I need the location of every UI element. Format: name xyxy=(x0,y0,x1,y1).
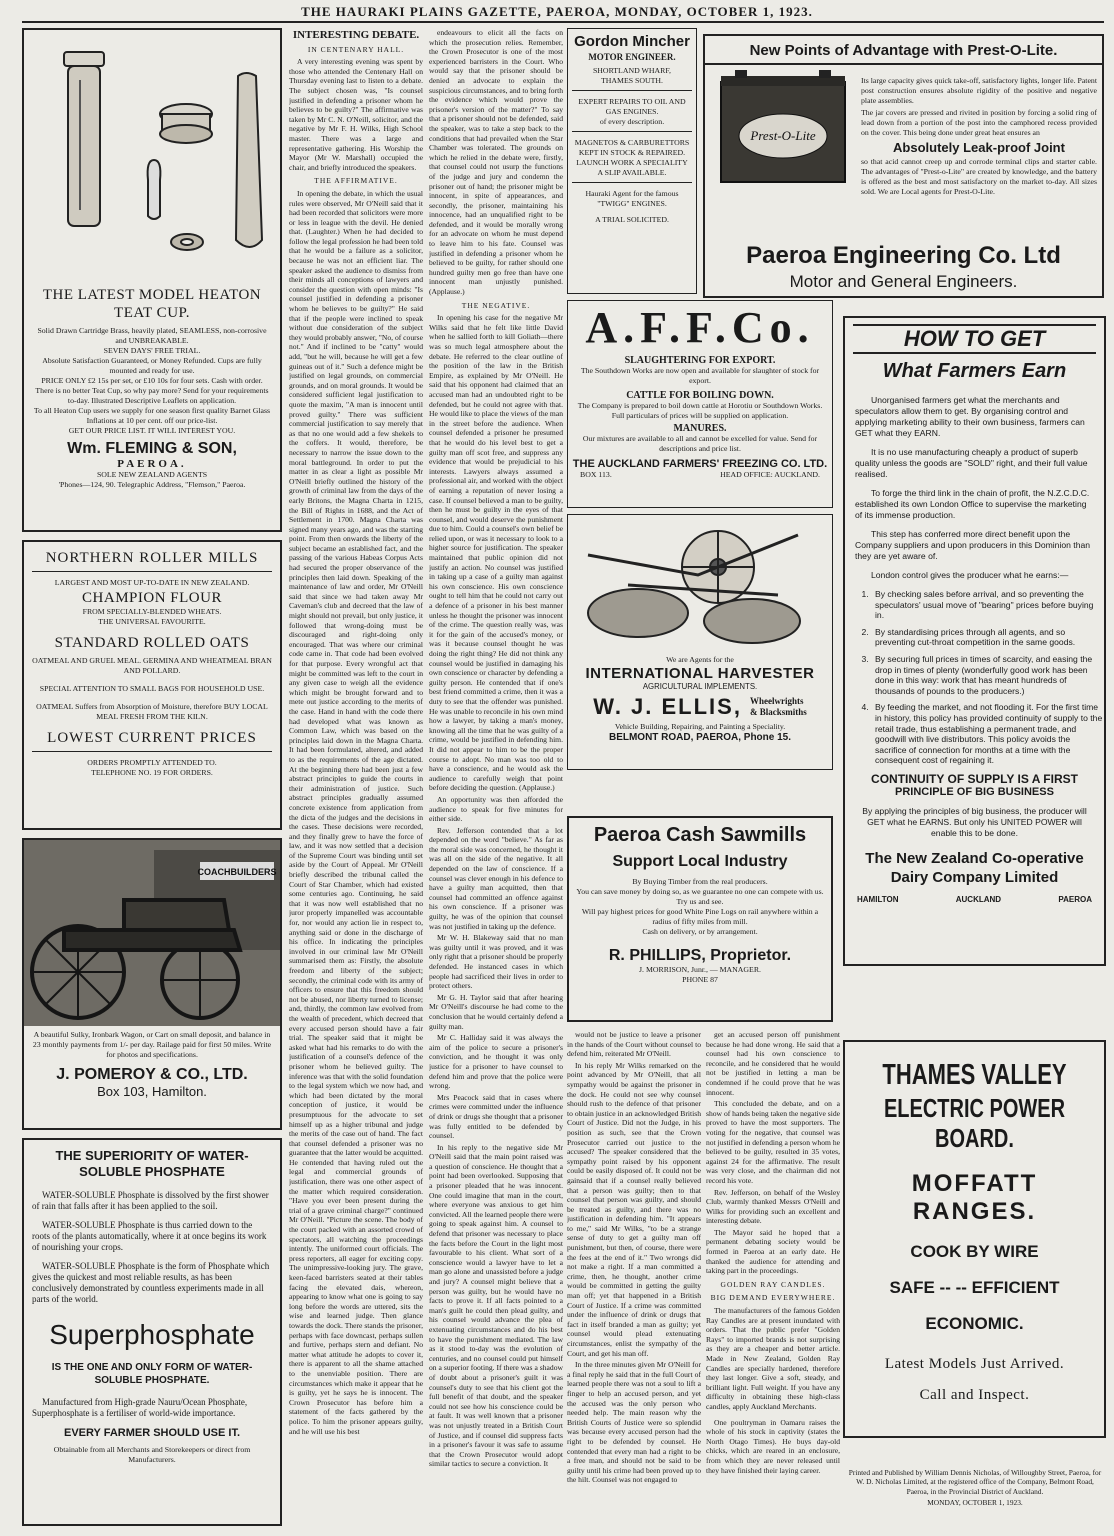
cook-by-wire: COOK BY WIRE xyxy=(910,1242,1039,1261)
howto-list-item: 1. By checking sales before arrival, and so preventing the speculators' usual move of "bearing" prices before buying in. xyxy=(871,589,1104,621)
howto-subtitle: What Farmers Earn xyxy=(882,360,1067,382)
roller-line: THE UNIVERSAL FAVOURITE. xyxy=(98,617,206,626)
mincher-launch: LAUNCH WORK A SPECIALITY xyxy=(576,158,688,167)
thames-title: THAMES VALLEY xyxy=(882,1058,1067,1091)
heaton-town: PAEROA. xyxy=(117,458,187,470)
heaton-line: There is no better Teat Cup, so why pay more? Send for your requirements to-day. Illustrated Descriptive Leaflets on application. xyxy=(35,386,269,405)
mincher-address: SHORTLAND WHARF, xyxy=(592,66,672,75)
heaton-line: Solid Drawn Cartridge Brass, heavily plated, SEAMLESS, non-corrosive and UNBREAKABLE. xyxy=(37,326,267,345)
pomeroy-firm: J. POMEROY & CO., LTD. xyxy=(56,1066,248,1083)
sawmills-subtitle: Support Local Industry xyxy=(612,853,788,870)
article-paragraph: In his reply to the negative side Mr O'Neill said that the main point raised was a question of conscience. He thought that a point had been overlooked. Supposing that a prisoner pleaded that he was innocent. One could imagine that man in the court, where everyone was anxious to get him convicted. All the learned people there were going to speak against him. A counsel to defend that prisoner was necessary to place the facts before the Court in the light most favourable to his client. What sort of a conscience would a lawyer have to let a man go alone and unassisted before a judge and jury? A counsel might believe that a person was guilty, but he would have no facts to prove it. If all facts pointed to a man's guilt he could then plead guilty, and his counsel would advance the plea of extenuating circumstances and do his best to have the punishment mediated. The law as it stood to-day was the evolution of centuries, and no counsel could put himself on a superior footing. If there was a shadow of doubt about a prisoner's guilt it was counsel's duty to see that his client got the full benefit of that doubt, and the speaker could not see how his conscience could be at fault. It was well known that a prisoner was not unjustly treated in a British Court of Justice, and if counsel did suppress facts in a prisoner's favour it was safe to assume that the Crown Prosecutor would adopt similar tactics to secure a conviction. It xyxy=(429,1142,563,1469)
article-paragraph: In opening the debate, in which the usual rules were observed, Mr O'Neill said that it had been recorded that solicitors were more or less in league with the devil. He denied that. (Laughter.) When he had decided to follow the legal profession he had been told that he would be a failure as a solicitor, because he was not an efficient liar. The speaker asked the audience to dismiss from their minds all conceptions of lawyers and consider the question with open minds: "Is counsel justified in defending a prisoner whom he believes to be guilty?" He said that if the people were inclined to speak without due consideration of the subject they would probably answer, "No, of course not." And if inclined to be "catty" would add, "but he will, because he will get a few guineas out of it." Such a defence might be justified on legal grounds, on commercial grounds, and on moral grounds. It would be considered sufficient legal justification to quote the maxim, "A man is innocent until proved guilty." There was sufficient commercial justification to say merely that as that no one would add a few shekels to the coffers. It would, therefore, be necessary to narrow the issue down to the moral battleground. In order to put the matter in as clear a light as possible Mr O'Neill briefly outlined the history of the growth of criminal law from the days of the early Britons, the Magna Charta in 1215, the Bill of Rights in 1688, and the Act of Settlement in 1700. Magna Charta was signed many years ago, and was the starting point. From then onwards the liberty of the subject became an established fact, and the passing of the various Habeas Corpus Acts had secured the proper observance of the principles then laid down. Speaking of the maintenance of law and order, Mr O'Neill said that since we had taken away Mr Caveman's club and decreed that the law of might should not prevail, but only justice, it followed that wrong-doing must be discouraged and right-doing only encouraged. That was where our criminal code came in. That code had been evolved for that purpose. Every wrongful act that might be committed was left to the court in any given case to weigh all the evidence which might be brought forward and to mete out justice according to the merits of the case. Hand in hand with the code there had developed what was known as Common Law, which was based on the principles laid down in the Magna Charta. It had been formulated, altered, and added to as the requirements of the age dictated. At the beginning there had been just a few abstract principles to guide the courts in their administration of justice. Such abstract principles gradually assumed concrete existence from application from the dicta of the judges and the decisions in the cases. These decisions were recorded, and they finally grew to have the force of law, and it was now settled that a decision of the Supreme Court was binding until set aside by the Court of Appeal. Mr O'Neill briefly described the tribunal called the Court of Star Chamber, which had existed some centuries ago. Continuing, he said that it was now well established that no juror properly impanelled was accountable for, nor would any action lie in respect to, anything said or done in the discharge of his office. In indicating the principles involved in our criminal law Mr O'Neill summarised them as: Firstly, the absolute freedom and liberty of the subject; secondly, the criminal code with its army of officers to ensure that this freedom should not be abused, nor liberty turned to license; and, thirdly, the common law evolved from the wealth of precedent, which decreed that every accused person should have a fair trial. The speaker said that it might be asked what had his remarks to do with the justification of a counsel's defence of the prisoner whom he believed guilty. The inference was that with the solid foundation to the legal system which we now had, and which had been dictated by the moral conception of justice, it would be presumptuous for the advocate to set himself up as a higher tribunal and judge the merits of the case out of hand. The fact that counsel defended a prisoner was no guarantee that the latter would be acquitted. He contended that having ruled out the legal and commercial grounds of justification, there was one other aspect of the matter which required consideration. "Have you ever been present during the trial of a grave criminal charge?" continued Mr O'Neill. "Picture the scene. The body of the court packed with an assorted crowd of spectators, all watching the proceedings intently. The uniformed court officials. The press reporters, all eager for exciting copy. The unimpressive-looking jury. The grave, keen-faced barristers seated at their tables facing the elevated dais, whereon, appearing to know what one is going to say long before the words are uttered, sits the wise and learned judge. Then glance towards the dock. There stands the prisoner, perhaps with face downcast, perhaps sullen and furtive, perhaps stern and defiant. No matter what attitude he adopts to cover it, there is apparent to all the shame attached to the unenviable position. There are circumstances which make it appear that he is guilty, yet he says he is innocent. The Crown Prosecutor has before him a statement of the facts gathered by the police. To him the prisoner appears guilty, and he will use his best xyxy=(289,188,423,1436)
masthead-rule xyxy=(22,21,1104,23)
article-paragraph: Mr W. H. Blakeway said that no man was guilty until it was proved, and it was only right that a prisoner should be properly defended. He instanced cases in which people had sacrificed their lives in order to protect others. xyxy=(429,933,563,991)
howto-paragraph: This step has conferred more direct benefit upon the Company suppliers and upon producers in this Dominion than they are yet aware of. xyxy=(855,529,1091,561)
affco-cattle: CATTLE FOR BOILING DOWN. xyxy=(626,390,774,401)
article-paragraph: The manufacturers of the famous Golden Ray Candles are at present inundated with orders. That the public prefer "Golden Rays" to imported brands is not surprising as they are a cheaper and better article. Made in New Zealand, Golden Ray Candles are specially hardened, therefore they last longer. Give a soft, steady, and brilliant light. Full weight. If you have any difficulty in obtaining these high-class candles, apply Auckland Merchants. xyxy=(706,1306,840,1411)
phosphate-obtain: Obtainable from all Merchants and Storekeepers or direct from Manufacturers. xyxy=(53,1445,251,1464)
article-paragraph: In the three minutes given Mr O'Neill for a final reply he said that in the full Court of learned people there was not a soul to lift a finger to help an accused person, and yet the accused was the only person who needed help. The main reason why the British Courts of Justice were so splendid was because every accused person had the right to be defended by counsel. He contended that every man had a right to be a free man, and should not be said to be guilty until his crime had been proved up to the hilt. Counsel was not engaged to xyxy=(567,1360,701,1485)
superphosphate-heading: Superphosphate xyxy=(49,1319,255,1350)
call-inspect: Call and Inspect. xyxy=(919,1387,1030,1403)
heaton-title: THE LATEST MODEL HEATON TEAT CUP. xyxy=(42,287,262,321)
sawmills-ad xyxy=(567,816,833,1022)
heaton-line: Absolute Satisfaction Guaranteed, or Money Refunded. Cups are fully mounted and ready for use. xyxy=(42,356,262,375)
mincher-name: Gordon Mincher xyxy=(574,33,690,50)
roller-mills-ad xyxy=(22,540,282,830)
article-paragraph: Rev. Jefferson contended that a lot depended on the word "believe." As far as the moral side was concerned, he thought it was all on the side of the negative. It all depended on the law of conscience. If a counsel was clever enough in his defence to have a guilty man acquitted, then that counsel had committed an offence against his own conscience. If a prisoner was guilty, he was of the opinion that counsel was not justified in taking up the defence. xyxy=(429,825,563,931)
debate-column-2 xyxy=(429,28,563,1528)
howto-list-item: 2. By standardising prices through all agents, and so preventing cut-throat competition in the same goods. xyxy=(871,627,1104,648)
howto-paragraph: Unorganised farmers get what the merchants and speculators allow them to get. By organising control and applying marketing ability to their own business, farmers can GET what they EARN. xyxy=(855,395,1085,438)
roller-line: FROM SPECIALLY-BLENDED WHEATS. xyxy=(82,607,222,616)
sawmills-line: You can save money by doing so, as we guarantee no one can compete with us. Try us and see. xyxy=(576,887,824,906)
affco-line: The Southdown Works are now open and available for slaughter of stock for export. xyxy=(580,366,820,385)
golden-ray-subtitle: BIG DEMAND EVERYWHERE. xyxy=(710,1293,836,1303)
heaton-line: To all Heaton Cup users we supply for one season first quality Barnet Glass Inflations at 10 per cent. off our price-list. xyxy=(33,406,271,425)
article-paragraph: An opportunity was then afforded the audience to speak for five minutes for either side. xyxy=(429,794,563,824)
prestolite-paragraph: The jar covers are pressed and rivited in position by forcing a solid ring of lead down from a portion of the post into the camphored recess provided on the cover. This being done under great heat ensures an xyxy=(861,108,1097,137)
nzcdc-place: PAEROA xyxy=(1058,894,1092,904)
debate-column-1 xyxy=(289,28,423,1528)
roller-line: TELEPHONE NO. 19 FOR ORDERS. xyxy=(91,768,213,777)
affco-firm: THE AUCKLAND FARMERS' FREEZING CO. LTD. xyxy=(572,458,828,470)
article-paragraph: In opening his case for the negative Mr Wilks said that he felt like little David when he sallied forth to kill Goliath—there was so much legal atmosphere about the debate. He referred to the clear outline of the position of the law in the British Empire, as explained by Mr O'Neill. He said that his opponent had claimed that an accused man had an undoubted right to be defended, but he could not agree with that. He would like to place the views of the man in the street before the audience. When counsel defended a prisoner he presumed that he would do his level best to get a guilty man off scot free, and suppress any evidence that would be prejudicial to his interests. Lawyers always assumed a professional air, and worked with the object of earning a reputation of never losing a case. If counsel believed a man to be guilty, then he must be guilty in the eyes of that counsel, and would deserve the punishment due to him. Could a counsel's own belief be relied upon, or was it necessary to look to a higher source for justification. The speaker maintained that public opinion did not justify an action. No counsel was justified in taking up a case of a guilty man against his own conscience. His own conscience ought to tell him that he could not carry out a defence of a prisoner in his best manner unless he thought the prisoner was innocent of the crime. The question really was, was it for the gain of the accused's money, or was it because counsel thought he was doing the right thing? He did not think any counsel would be justified in damaging his own conscience or character by defending a guilty person. He contended that if one's best friend committed a crime, then it was a duty to see that the offender was punished. He was unable to reconcile in his own mind how a lawyer, by taking a man's money, knowing all the time that he was guilty of a crime, would be justified in defending him. It did not appear to him to be the proper course to adopt. No man was too old to have a conscience, and he would ask the audience to carefully weigh that point before deciding the question. (Applause.) xyxy=(429,313,563,793)
prestolite-paragraph: so that acid cannot creep up and corrode terminal clips and starter cable. The advantages of "Prest-o-Lite" are created by knowledge, and the battery is offered as the best and most satisfactory on the market to-day. All sizes sold. We are Local agents for Prest-O-Lite. xyxy=(861,157,1097,196)
safe-efficient: SAFE -- -- EFFICIENT xyxy=(889,1278,1060,1297)
article-paragraph: would not be justice to leave a prisoner in the hands of the Court without counsel to defend him, reiterated Mr O'Neill. xyxy=(567,1030,701,1059)
article-paragraph: A very interesting evening was spent by those who attended the Centenary Hall on Thursday evening last to listen to a debate. The subject chosen was, "Is counsel justified in defending a prisoner whom he believes to be guilty?" The affirmative was taken by Mr C. N. O'Neill, solicitor, and the negative by Mr F. H. Wilks, High School master. There was a large and representative gathering. His Worship the Mayor (Mr W. Marshall) occupied the chair, and briefly introduced the speakers. xyxy=(289,57,423,172)
ellis-address: BELMONT ROAD, PAEROA, Phone 15. xyxy=(608,732,792,743)
howto-continuity: CONTINUITY OF SUPPLY IS A FIRST xyxy=(871,771,1078,786)
ellis-ad xyxy=(567,514,833,770)
article-paragraph: The Mayor said he hoped that a permanent debating society would be formed in Paeroa at an early date. He thanked the audience for attending and taking part in the proceedings. xyxy=(706,1227,840,1276)
howto-paragraph: London control gives the producer what he earns:— xyxy=(871,570,1069,580)
sulky-illustration xyxy=(24,840,280,1026)
phosphate-title: THE SUPERIORITY OF WATER-SOLUBLE PHOSPHATE xyxy=(55,1148,249,1179)
coachbuilders-sign: COACHBUILDERS xyxy=(197,867,277,877)
article-paragraph: get an accused person off punishment because he had done wrong. He said that a counsel had his own conscience to reconcile, and he considered that he would not be justified in letting a man be condemned if he could prove that he was innocent. xyxy=(706,1030,840,1097)
heaton-firm: Wm. FLEMING & SON, xyxy=(67,440,237,457)
pomeroy-text: A beautiful Sulky, Ironbark Wagon, or Cart on small deposit, and balance in 23 monthly payments from 1/- per day. Railage paid for first 50 miles. Write for photos and specifications. xyxy=(32,1030,272,1059)
mincher-address: THAMES SOUTH. xyxy=(601,76,663,85)
nzcdc-ad xyxy=(843,316,1106,966)
plough-illustration xyxy=(568,515,832,655)
affco-ad xyxy=(567,300,833,508)
roller-oats: STANDARD ROLLED OATS xyxy=(54,635,250,651)
ellis-trade: Wheelwrights xyxy=(749,696,804,706)
debate-column-4 xyxy=(706,1030,840,1528)
article-paragraph: Mr G. H. Taylor said that after hearing Mr O'Neill's discourse he had come to the conclusion that he would certainly defend a guilty man. xyxy=(429,992,563,1031)
prestolite-ad xyxy=(703,34,1104,298)
ellis-line: Vehicle Building, Repairing, and Painting a Speciality. xyxy=(614,722,786,731)
prestolite-title: New Points of Advantage with Prest-O-Lite. xyxy=(705,36,1102,65)
mincher-magnetos: MAGNETOS & CARBURETTORS KEPT IN STOCK & REPAIRED. xyxy=(574,138,690,157)
ellis-implements: AGRICULTURAL IMPLEMENTS. xyxy=(642,682,758,691)
sawmills-line: By Buying Timber from the real producers. xyxy=(632,877,768,886)
article-paragraph: In his reply Mr Wilks remarked on the point advanced by Mr O'Neill, that all sympathy would be against the prisoner in the dock. He could not see why counsel should rush to the defence of that prisoner to obtain justice in an acknowledged British Court of Justice. Did not the Judge, in his position as such, see that the Crown Prosecutor carried out justice to the accused? The speaker considered that the sympathy point raised by his opponent could be easily disposed of. It could not be gainsaid that if a counsel really believed that a person was guilty; then to that counsel that person was guilty, and should be treated as guilty, and there was no justification in defending him. "It appears to me," said Mr Wilks, "to be a strange sense of duty to get a guilty man off punishment, but then, of course, there were the fees at the end of it." Two wrongs did not make a right. If a man committed a crime, then, he thought, another crime would be committed in getting the guilty man off; yet that happened in a British Court of Justice. If a crime was committed under the influence of drink or drugs that fact in itself branded a man as guilty; yet counsel would plead extenuating circumstances, enlist the sympathy of the Court, and get his man off. xyxy=(567,1060,701,1358)
howto-title: HOW TO GET xyxy=(853,324,1096,354)
heaton-agents: SOLE NEW ZEALAND AGENTS xyxy=(96,470,208,479)
affco-box: BOX 113. xyxy=(580,470,612,479)
thames-title: ELECTRIC POWER BOARD. xyxy=(883,1095,1066,1154)
article-paragraph: One poultryman in Oamaru raises the whole of his stock in captivity (states the North Otago Times). He buys day-old chicks, which are reared in an enclosure, from which they are never released until they have finished their laying career. xyxy=(706,1417,840,1475)
nzcdc-firm: The New Zealand Co-operative Dairy Company Limited xyxy=(865,849,1084,886)
phosphate-paragraph: WATER-SOLUBLE Phosphate is the form of Phosphate which gives the quickest and most reliable results, as has been conclusively demonstrated by countless experiments made in all parts of the world. xyxy=(32,1261,270,1304)
howto-paragraph: To forge the third link in the chain of profit, the N.Z.C.D.C. established its own London Office to supervise the marketing of its immense production. xyxy=(855,488,1090,520)
sawmills-manager: J. MORRISON, Junr., — MANAGER. xyxy=(639,965,761,974)
roller-line: OATMEAL Suffers from Absorption of Moisture, therefore BUY LOCAL MEAL FRESH FROM THE KILN. xyxy=(36,702,268,721)
affco-manures: MANURES. xyxy=(673,423,727,434)
mincher-expert: EXPERT REPAIRS TO OIL AND GAS ENGINES. xyxy=(578,97,686,116)
howto-list xyxy=(871,589,1104,766)
sawmills-line: Cash on delivery, or by arrangement. xyxy=(642,927,758,936)
ellis-agents: We are Agents for the xyxy=(666,655,734,664)
phosphate-paragraph: Manufactured from High-grade Nauru/Ocean Phosphate, Superphosphate is a fertiliser of world-wide importance. xyxy=(32,1397,248,1418)
heaton-line: SEVEN DAYS' FREE TRIAL. xyxy=(103,346,201,355)
affco-line: Our mixtures are available to all and cannot be excelled for value. Send for descriptions and price list. xyxy=(582,434,818,453)
nzcdc-place: HAMILTON xyxy=(857,894,899,904)
howto-continuity: PRINCIPLE OF BIG BUSINESS xyxy=(895,785,1054,798)
nzcdc-place: AUCKLAND xyxy=(955,894,1002,904)
phosphate-only: IS THE ONE AND ONLY FORM OF WATER-SOLUBLE PHOSPHATE. xyxy=(51,1362,253,1386)
sawmills-phone: PHONE 87 xyxy=(682,975,718,984)
economic: ECONOMIC. xyxy=(925,1314,1024,1333)
phosphate-paragraph: WATER-SOLUBLE Phosphate is thus carried down to the roots of the plants automatically, where it at once begins its work of nourishing your crops. xyxy=(32,1220,267,1252)
phosphate-paragraph: WATER-SOLUBLE Phosphate is dissolved by the first shower of rain that falls after it has been applied to the soil. xyxy=(32,1190,269,1211)
phosphate-every: EVERY FARMER SHOULD USE IT. xyxy=(63,1427,241,1439)
mincher-desc: of every description. xyxy=(599,117,665,126)
article-paragraph: Mr C. Halliday said it was always the aim of the police to secure a prisoner's conviction, and he thought it was only justice for a prisoner to have counsel to defend him and prove that the police were wrong. xyxy=(429,1033,563,1091)
affco-line: The Company is prepared to boil down cattle at Horotiu or Southdown Works. Full particulars of prices will be supplied on application. xyxy=(577,401,823,420)
debate-column-3 xyxy=(567,1030,701,1528)
debate-section-heading: THE NEGATIVE. xyxy=(461,300,531,310)
phosphate-ad xyxy=(22,1138,282,1526)
heaton-line: GET OUR PRICE LIST. IT WILL INTEREST YOU. xyxy=(68,426,236,435)
paeroa-engineering-firm: Paeroa Engineering Co. Ltd xyxy=(746,242,1061,269)
sawmills-line: Will pay highest prices for good White Pine Logs on rail anywhere within a radius of fifty miles from mill. xyxy=(581,907,819,926)
heaton-phones: 'Phones—124, 90. Telegraphic Address, "Flemson," Paeroa. xyxy=(58,480,246,489)
howto-paragraph: By applying the principles of big business, the producer will GET what he EARNS. But only his UNITED POWER will enable this to be done. xyxy=(862,805,1087,838)
heaton-ad xyxy=(22,28,282,532)
ellis-ih: INTERNATIONAL HARVESTER xyxy=(585,665,815,682)
sawmills-proprietor: R. PHILLIPS, Proprietor. xyxy=(608,947,792,964)
debate-subtitle: IN CENTENARY HALL. xyxy=(307,44,405,54)
howto-list-item: 4. By feeding the market, and not flooding it. For the first time in history, this policy has provided continuity of supply to the retail trade, thus establishing a permanent trade, and goodwill with live distributors. This policy avoids the sacrifice of connection for months at a time with the consequent cost of regaining it. xyxy=(871,702,1104,766)
article-paragraph: endeavours to elicit all the facts on which the prosecution relies. Remember, the Crown Prosecutor is one of the most experienced barristers in the Court. Who would say that the prisoner should be denied an advocate to explain the suspicious circumstances, and to bring forth the evidence which would prove the prisoner's version of the matter?" To say that a prisoner should not be defended, said the speaker, was to take a step back to the conditions that had prevailed when the Star Chamber was tolerated. The grounds on which he relied in the debate were, firstly, that counsel could not usurp the functions of the judge and jury and condemn the prisoner out of hand; the prisoner might be innocent, in spite of appearances, and secondly, the prisoner, maintaining his innocence, had an unqualified right to be defended, and it would be morally wrong for an advocate on whom he must depend to leave him to his fate. Counsel was justified in defending a prisoner whom he believed to be guilty, for rather should one hundred guilty men go free than have one innocent man unjustly punished. (Applause.) xyxy=(429,28,563,297)
roller-line: SPECIAL ATTENTION TO SMALL BAGS FOR HOUSEHOLD USE. xyxy=(39,684,265,693)
battery-logo: Prest-O-Lite xyxy=(750,128,816,143)
imprint-date: MONDAY, OCTOBER 1, 1923. xyxy=(927,1498,1023,1508)
masthead: THE HAURAKI PLAINS GAZETTE, PAEROA, MONDAY, OCTOBER 1, 1923. xyxy=(301,4,813,19)
mincher-ad xyxy=(567,28,697,294)
article-paragraph: This concluded the debate, and on a show of hands being taken the negative side proved to have the most supporters. The voting for the negative, that counsel was not justified in defending a person whom he believed to be guilty, resulted in 35 votes, against 24 for the affirmative. The result was very close, and the chairman did not record his vote. xyxy=(706,1099,840,1185)
prestolite-paragraph: Its large capacity gives quick take-off, satisfactory lights, longer life. Patent post construction ensures absolute rigidity of the positive and negative plate assemblies. xyxy=(861,76,1097,105)
ellis-firm: W. J. ELLIS, xyxy=(593,694,742,719)
roller-line: LARGEST AND MOST UP-TO-DATE IN NEW ZEALAND. xyxy=(54,578,250,587)
debate-title: INTERESTING DEBATE. xyxy=(292,29,420,41)
paeroa-engineering-sub: Motor and General Engineers. xyxy=(789,272,1018,291)
moffatt-heading: MOFFATT RANGES. xyxy=(911,1170,1038,1225)
howto-list-item: 3. By securing full prices in times of scarcity, and easing the drop in times of plenty (wonderfully good work has been done in this way: work that has meant hundreds of thousands of pounds to the producers.) xyxy=(871,654,1104,696)
article-paragraph: Rev. Jefferson, on behalf of the Wesley Club, warmly thanked Messrs O'Neill and Wilks for providing such an excellent and interesting debate. xyxy=(706,1187,840,1226)
leak-proof-heading: Absolutely Leak-proof Joint xyxy=(893,140,1065,155)
mincher-slip: A SLIP AVAILABLE. xyxy=(597,168,667,177)
howto-paragraph: It is no use manufacturing cheaply a product of superb quality unless the goods are "SOLD" right, and their full value realised. xyxy=(855,447,1088,479)
latest-models: Latest Models Just Arrived. xyxy=(884,1356,1065,1372)
golden-ray-title: GOLDEN RAY CANDLES. xyxy=(720,1279,826,1289)
sawmills-title: Paeroa Cash Sawmills xyxy=(593,824,807,846)
roller-line: ORDERS PROMPTLY ATTENDED TO. xyxy=(87,758,217,767)
pomeroy-box: Box 103, Hamilton. xyxy=(97,1084,207,1099)
roller-title: NORTHERN ROLLER MILLS xyxy=(45,550,259,566)
affco-office: HEAD OFFICE: AUCKLAND. xyxy=(720,470,820,479)
pomeroy-ad xyxy=(22,838,282,1130)
mincher-trade: MOTOR ENGINEER. xyxy=(588,52,676,62)
debate-section-heading: THE AFFIRMATIVE. xyxy=(314,176,398,186)
roller-prices: LOWEST CURRENT PRICES xyxy=(47,730,257,746)
teat-cup-illustration xyxy=(24,30,280,280)
battery-illustration xyxy=(713,70,853,188)
roller-flour: CHAMPION FLOUR xyxy=(82,590,222,606)
thames-valley-ad xyxy=(843,1040,1106,1438)
affco-title: SLAUGHTERING FOR EXPORT. xyxy=(624,355,776,366)
ellis-trade: & Blacksmiths xyxy=(749,707,807,717)
article-paragraph: Mrs Peacock said that in cases where crimes were committed under the influence of drink or drugs she thought that a prisoner was fully entitled to be defended by counsel. xyxy=(429,1092,563,1141)
mincher-trial: A TRIAL SOLICITED. xyxy=(595,215,669,224)
mincher-agent: Hauraki Agent for the famous "TWIGG" ENGINES. xyxy=(585,189,679,208)
affco-logo: A.F.F.Co. xyxy=(585,303,815,352)
roller-line: OATMEAL AND GRUEL MEAL. GERMINA AND WHEATMEAL BRAN AND POLLARD. xyxy=(32,656,272,675)
heaton-line: PRICE ONLY £2 15s per set, or £10 10s for four sets. Cash with order. xyxy=(41,376,263,385)
imprint-text: Printed and Published by William Dennis Nicholas, of Willoughby Street, Paeroa, for W. D. Nicholas Limited, at the registered office of the Company, Belmont Road, Paeroa, in the Provincial District of Auckland. xyxy=(848,1468,1102,1496)
